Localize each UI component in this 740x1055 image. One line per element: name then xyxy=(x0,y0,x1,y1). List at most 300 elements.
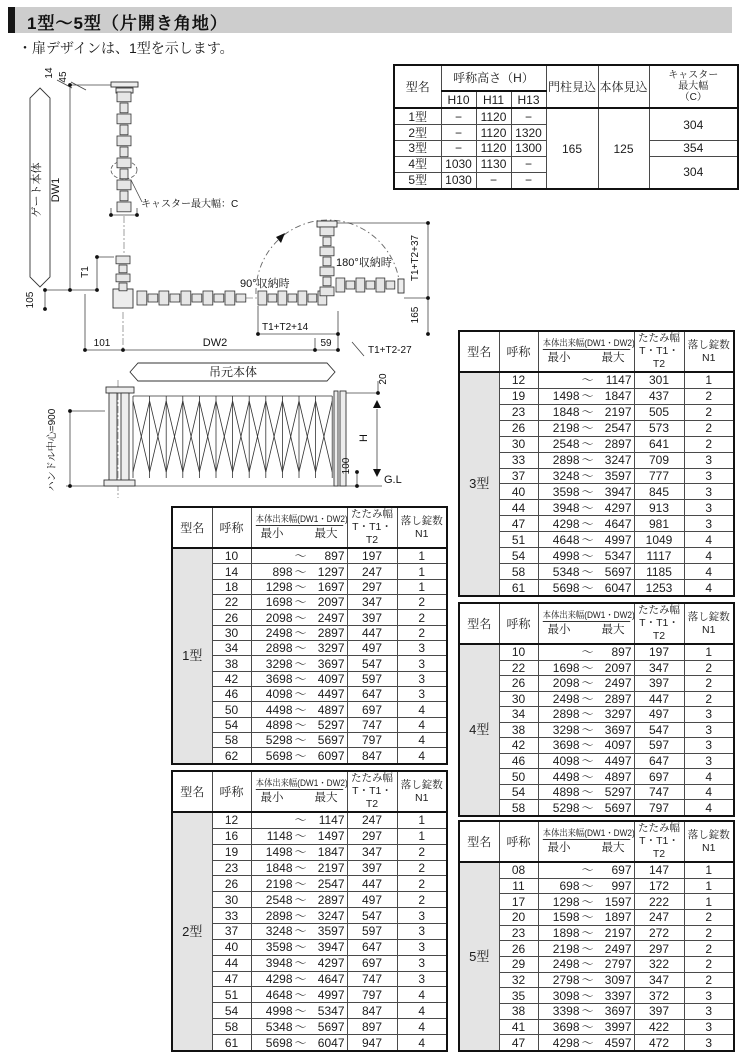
size-cell: 51 xyxy=(212,987,251,1003)
table-row xyxy=(172,564,447,579)
col-model: 型名 xyxy=(172,507,212,548)
locks-cell: 4 xyxy=(684,532,734,548)
size-cell: 26 xyxy=(499,420,538,436)
locks-cell: 3 xyxy=(684,722,734,738)
fold-cell: 747 xyxy=(634,784,684,800)
width-cell: 2898 ～ 3297 xyxy=(538,707,634,723)
width-cell: 1848 ～ 2197 xyxy=(251,860,347,876)
size-cell: 44 xyxy=(212,955,251,971)
size-cell: 10 xyxy=(499,644,538,660)
locks-cell: 3 xyxy=(397,924,447,940)
cell: − xyxy=(476,172,511,189)
locks-cell: 1 xyxy=(397,548,447,564)
fold-cell: 497 xyxy=(634,707,684,723)
width-cell: 2198 ～ 2497 xyxy=(538,941,634,957)
table-row xyxy=(172,908,447,924)
fold-cell: 297 xyxy=(347,828,397,844)
fold-cell: 647 xyxy=(634,753,684,769)
label-dim-101: 101 xyxy=(93,338,111,349)
locks-cell: 3 xyxy=(684,1019,734,1035)
table-row xyxy=(459,894,734,910)
centerlines xyxy=(118,216,260,498)
fold-cell: 297 xyxy=(634,941,684,957)
table-row xyxy=(459,468,734,484)
locks-cell: 2 xyxy=(684,956,734,972)
col-fold: たたみ幅 T・T1・T2 xyxy=(634,821,684,862)
size-cell: 37 xyxy=(212,924,251,940)
fold-cell: 347 xyxy=(347,595,397,610)
width-cell: 4098 ～ 4497 xyxy=(251,687,347,702)
fold-cell: 777 xyxy=(634,468,684,484)
fold-cell: 547 xyxy=(347,908,397,924)
col-size: 呼称 xyxy=(212,507,251,548)
locks-cell: 1 xyxy=(397,812,447,828)
table-row xyxy=(172,548,447,564)
size-cell: 46 xyxy=(499,753,538,769)
locks-cell: 4 xyxy=(397,702,447,717)
col-fold: たたみ幅 T・T1・T2 xyxy=(634,603,684,644)
spec-table-1gata xyxy=(171,506,448,765)
locks-cell: 1 xyxy=(397,579,447,594)
width-cell: 1698 ～ 2097 xyxy=(538,660,634,676)
width-cell: 2548 ～ 2897 xyxy=(538,436,634,452)
page-title: 1型～5型（片開き角地） xyxy=(27,14,228,33)
label-gate-body: ゲート本体 xyxy=(31,162,43,218)
locks-cell: 2 xyxy=(397,844,447,860)
spec-table-2gata-wrap xyxy=(171,770,448,1052)
label-dim-14: 14 xyxy=(44,67,55,79)
table-row xyxy=(172,1019,447,1035)
locks-cell: 4 xyxy=(397,748,447,764)
fold-cell: 947 xyxy=(347,1035,397,1051)
size-cell: 58 xyxy=(212,1019,251,1035)
model-cell: 2型 xyxy=(172,812,212,1051)
fold-cell: 422 xyxy=(634,1019,684,1035)
table-row xyxy=(172,717,447,732)
locks-cell: 2 xyxy=(397,876,447,892)
size-cell: 12 xyxy=(499,372,538,388)
fold-cell: 797 xyxy=(347,987,397,1003)
locks-cell: 1 xyxy=(684,894,734,910)
col-model: 型名 xyxy=(459,821,499,862)
col-size: 呼称 xyxy=(499,603,538,644)
size-cell: 34 xyxy=(212,641,251,656)
fold-cell: 447 xyxy=(347,876,397,892)
size-cell: 54 xyxy=(212,1003,251,1019)
size-cell: 30 xyxy=(212,892,251,908)
locks-cell: 3 xyxy=(397,671,447,686)
size-cell: 34 xyxy=(499,707,538,723)
size-cell: 17 xyxy=(499,894,538,910)
size-cell: 54 xyxy=(212,717,251,732)
fold-cell: 497 xyxy=(347,892,397,908)
fold-cell: 347 xyxy=(634,660,684,676)
size-cell: 29 xyxy=(499,956,538,972)
table-row xyxy=(172,828,447,844)
table-row xyxy=(459,644,734,660)
height-table xyxy=(393,64,739,190)
width-cell: 3298 ～ 3697 xyxy=(251,656,347,671)
fold-cell: 697 xyxy=(347,955,397,971)
table-row xyxy=(459,925,734,941)
locks-cell: 4 xyxy=(684,784,734,800)
width-cell: 2498 ～ 2897 xyxy=(538,691,634,707)
col-locks: 落し錠数 N1 xyxy=(397,771,447,812)
size-cell: 58 xyxy=(499,564,538,580)
size-cell: 50 xyxy=(499,769,538,785)
cell-body: 125 xyxy=(598,108,649,189)
size-cell: 40 xyxy=(212,939,251,955)
size-cell: 18 xyxy=(212,579,251,594)
table-row xyxy=(172,987,447,1003)
size-cell: 58 xyxy=(499,800,538,816)
locks-cell: 3 xyxy=(397,955,447,971)
accordion-chain-vertical xyxy=(117,92,131,212)
width-cell: 5298 ～ 5697 xyxy=(538,800,634,816)
locks-cell: 2 xyxy=(684,436,734,452)
size-cell: 33 xyxy=(499,452,538,468)
label-gl: G.L xyxy=(384,474,402,486)
spec-table-4gata-wrap xyxy=(458,602,735,817)
fold-cell: 847 xyxy=(347,748,397,764)
locks-cell: 2 xyxy=(397,892,447,908)
col-model: 型名 xyxy=(394,65,441,108)
size-cell: 44 xyxy=(499,500,538,516)
size-cell: 38 xyxy=(212,656,251,671)
col-locks: 落し錠数 N1 xyxy=(684,331,734,372)
col-width: 本体出来幅(DW1・DW2) 最小 最大 xyxy=(251,507,347,548)
width-cell: 3248 ～ 3597 xyxy=(538,468,634,484)
locks-cell: 3 xyxy=(684,468,734,484)
locks-cell: 1 xyxy=(397,828,447,844)
size-cell: 41 xyxy=(499,1019,538,1035)
width-cell: 4648 ～ 4997 xyxy=(251,987,347,1003)
size-cell: 54 xyxy=(499,784,538,800)
col-size: 呼称 xyxy=(212,771,251,812)
height-table-wrap xyxy=(393,64,737,190)
width-cell: 1298 ～ 1597 xyxy=(538,894,634,910)
col-pillar: 門柱見込 xyxy=(546,65,598,108)
table-row xyxy=(459,800,734,816)
width-cell: 2498 ～ 2797 xyxy=(538,956,634,972)
table-row xyxy=(459,722,734,738)
table-row xyxy=(459,516,734,532)
locks-cell: 4 xyxy=(397,733,447,748)
col-model: 型名 xyxy=(459,603,499,644)
cell: − xyxy=(441,125,476,141)
fold-cell: 497 xyxy=(347,641,397,656)
label-t1-t2-27: T1+T2-27 xyxy=(368,345,412,356)
table-row xyxy=(172,641,447,656)
table-row xyxy=(459,1003,734,1019)
locks-cell: 3 xyxy=(684,738,734,754)
cell: 1030 xyxy=(441,156,476,172)
locks-cell: 1 xyxy=(684,862,734,878)
label-t1-t2-37: T1+T2+37 xyxy=(410,234,421,282)
table-row xyxy=(459,404,734,420)
col-model: 型名 xyxy=(459,331,499,372)
locks-cell: 3 xyxy=(684,452,734,468)
label-dim-45: 45 xyxy=(58,71,69,83)
model-cell: 5型 xyxy=(459,862,499,1051)
width-cell: 2098 ～ 2497 xyxy=(538,676,634,692)
col-h13: H13 xyxy=(511,91,546,108)
col-model: 型名 xyxy=(172,771,212,812)
cell-pillar: 165 xyxy=(546,108,598,189)
table-row xyxy=(172,702,447,717)
size-cell: 22 xyxy=(212,595,251,610)
fold-cell: 747 xyxy=(347,971,397,987)
width-cell: 5698 ～ 6047 xyxy=(538,580,634,596)
col-h10: H10 xyxy=(441,91,476,108)
width-cell: 1498 ～ 1847 xyxy=(538,388,634,404)
locks-cell: 3 xyxy=(397,641,447,656)
width-cell: 3398 ～ 3697 xyxy=(538,1003,634,1019)
col-body: 本体見込 xyxy=(598,65,649,108)
width-cell: 5348 ～ 5697 xyxy=(538,564,634,580)
size-cell: 33 xyxy=(212,908,251,924)
size-cell: 14 xyxy=(212,564,251,579)
table-row xyxy=(459,676,734,692)
fold-cell: 697 xyxy=(634,769,684,785)
width-cell: 3248 ～ 3597 xyxy=(251,924,347,940)
label-handle-center: ハンドル中心=900 xyxy=(47,408,58,492)
size-cell: 10 xyxy=(212,548,251,564)
size-cell: 19 xyxy=(212,844,251,860)
size-cell: 16 xyxy=(212,828,251,844)
size-cell: 23 xyxy=(212,860,251,876)
locks-cell: 3 xyxy=(684,484,734,500)
spec-table-3gata-wrap xyxy=(458,330,735,597)
spec-table-2gata xyxy=(171,770,448,1052)
width-cell: 1148 ～ 1497 xyxy=(251,828,347,844)
cell: 1030 xyxy=(441,172,476,189)
width-cell: 3598 ～ 3947 xyxy=(251,939,347,955)
label-dim-165: 165 xyxy=(410,306,421,324)
width-cell: 4298 ～ 4647 xyxy=(538,516,634,532)
width-cell: 5698 ～ 6047 xyxy=(251,1035,347,1051)
locks-cell: 4 xyxy=(684,564,734,580)
width-cell: 5298 ～ 5697 xyxy=(251,733,347,748)
locks-cell: 1 xyxy=(684,372,734,388)
cell-caster: 304 xyxy=(649,108,738,141)
width-cell: 898 ～ 1297 xyxy=(251,564,347,579)
width-cell: 2898 ～ 3247 xyxy=(251,908,347,924)
locks-cell: 2 xyxy=(397,860,447,876)
table-row xyxy=(459,500,734,516)
fold-cell: 247 xyxy=(634,909,684,925)
width-cell: 2798 ～ 3097 xyxy=(538,972,634,988)
label-dim-100: 100 xyxy=(341,457,352,475)
col-width: 本体出来幅(DW1・DW2) 最小 最大 xyxy=(538,603,634,644)
size-cell: 38 xyxy=(499,722,538,738)
fold-cell: 709 xyxy=(634,452,684,468)
width-cell: ～ 1147 xyxy=(538,372,634,388)
fold-cell: 222 xyxy=(634,894,684,910)
width-cell: 3698 ～ 3997 xyxy=(538,1019,634,1035)
size-cell: 37 xyxy=(499,468,538,484)
table-row xyxy=(172,687,447,702)
locks-cell: 2 xyxy=(684,660,734,676)
col-fold: たたみ幅 T・T1・T2 xyxy=(347,771,397,812)
table-row xyxy=(459,564,734,580)
locks-cell: 4 xyxy=(397,987,447,1003)
accordion-chain-corner xyxy=(116,256,130,291)
fold-cell: 147 xyxy=(634,862,684,878)
title-accent-bar xyxy=(8,7,15,33)
cell: 1320 xyxy=(511,125,546,141)
locks-cell: 2 xyxy=(684,691,734,707)
label-caster-note: キャスター最大幅：C xyxy=(141,199,239,210)
width-cell: ～ 897 xyxy=(251,548,347,564)
width-cell: ～ 897 xyxy=(538,644,634,660)
width-cell: 3948 ～ 4297 xyxy=(538,500,634,516)
spec-table-3gata xyxy=(458,330,735,597)
fold-cell: 1117 xyxy=(634,548,684,564)
width-cell: 4998 ～ 5347 xyxy=(251,1003,347,1019)
width-cell: 2198 ～ 2547 xyxy=(251,876,347,892)
cell: − xyxy=(511,156,546,172)
fold-cell: 247 xyxy=(347,812,397,828)
width-cell: 4498 ～ 4897 xyxy=(538,769,634,785)
width-cell: 4648 ～ 4997 xyxy=(538,532,634,548)
spec-table-4gata xyxy=(458,602,735,817)
locks-cell: 3 xyxy=(397,971,447,987)
size-cell: 26 xyxy=(499,676,538,692)
width-cell: 4898 ～ 5297 xyxy=(538,784,634,800)
size-cell: 26 xyxy=(212,876,251,892)
spec-table-5gata xyxy=(458,820,735,1052)
size-cell: 35 xyxy=(499,988,538,1004)
cell: 4型 xyxy=(394,156,441,172)
size-cell: 08 xyxy=(499,862,538,878)
width-cell: 3098 ～ 3397 xyxy=(538,988,634,1004)
fold-cell: 397 xyxy=(634,1003,684,1019)
size-cell: 50 xyxy=(212,702,251,717)
cell: − xyxy=(511,108,546,125)
cell-caster: 304 xyxy=(649,156,738,189)
fold-cell: 397 xyxy=(347,610,397,625)
cell-caster: 354 xyxy=(649,141,738,157)
fold-cell: 247 xyxy=(347,564,397,579)
accordion-chain-horizontal xyxy=(137,291,246,305)
table-row xyxy=(459,660,734,676)
size-cell: 42 xyxy=(499,738,538,754)
fold-cell: 547 xyxy=(634,722,684,738)
cell: 1型 xyxy=(394,108,441,125)
fold-cell: 347 xyxy=(634,972,684,988)
table-row xyxy=(459,532,734,548)
fold-cell: 447 xyxy=(347,625,397,640)
width-cell: 1498 ～ 1847 xyxy=(251,844,347,860)
width-cell: 2898 ～ 3297 xyxy=(251,641,347,656)
locks-cell: 4 xyxy=(684,800,734,816)
cell: 1300 xyxy=(511,141,546,157)
size-cell: 47 xyxy=(499,1035,538,1051)
col-fold: たたみ幅 T・T1・T2 xyxy=(634,331,684,372)
locks-cell: 3 xyxy=(397,656,447,671)
size-cell: 23 xyxy=(499,925,538,941)
model-cell: 4型 xyxy=(459,644,499,816)
width-cell: 4998 ～ 5347 xyxy=(538,548,634,564)
model-cell: 3型 xyxy=(459,372,499,596)
table-row xyxy=(459,956,734,972)
width-cell: 3698 ～ 4097 xyxy=(538,738,634,754)
fold-cell: 172 xyxy=(634,878,684,894)
table-row xyxy=(459,988,734,1004)
locks-cell: 3 xyxy=(684,753,734,769)
table-row xyxy=(172,844,447,860)
width-cell: 2498 ～ 2897 xyxy=(251,625,347,640)
locks-cell: 3 xyxy=(397,939,447,955)
table-row xyxy=(459,420,734,436)
locks-cell: 1 xyxy=(397,564,447,579)
table-row xyxy=(172,924,447,940)
size-cell: 40 xyxy=(499,484,538,500)
size-cell: 47 xyxy=(499,516,538,532)
spec-table-1gata-wrap xyxy=(171,506,448,765)
col-locks: 落し錠数 N1 xyxy=(684,603,734,644)
fold-cell: 372 xyxy=(634,988,684,1004)
locks-cell: 2 xyxy=(397,610,447,625)
table-row xyxy=(172,1003,447,1019)
cell: − xyxy=(441,108,476,125)
table-row xyxy=(172,748,447,764)
size-cell: 26 xyxy=(499,941,538,957)
fold-cell: 981 xyxy=(634,516,684,532)
col-size: 呼称 xyxy=(499,821,538,862)
table-row xyxy=(172,892,447,908)
width-cell: 4898 ～ 5297 xyxy=(251,717,347,732)
table-row xyxy=(459,862,734,878)
table-row xyxy=(459,941,734,957)
cell: − xyxy=(511,172,546,189)
width-cell: ～ 1147 xyxy=(251,812,347,828)
width-cell: 4098 ～ 4497 xyxy=(538,753,634,769)
fold-cell: 301 xyxy=(634,372,684,388)
locks-cell: 1 xyxy=(684,644,734,660)
table-row xyxy=(172,939,447,955)
size-cell: 51 xyxy=(499,532,538,548)
locks-cell: 3 xyxy=(684,707,734,723)
width-cell: 3598 ～ 3947 xyxy=(538,484,634,500)
width-cell: 4298 ～ 4647 xyxy=(251,971,347,987)
size-cell: 23 xyxy=(499,404,538,420)
cell: 3型 xyxy=(394,141,441,157)
table-row xyxy=(459,738,734,754)
table-row xyxy=(459,753,734,769)
size-cell: 42 xyxy=(212,671,251,686)
fold-cell: 397 xyxy=(634,676,684,692)
label-dw1: DW1 xyxy=(50,177,62,203)
fold-cell: 897 xyxy=(347,1019,397,1035)
table-row xyxy=(172,955,447,971)
col-size: 呼称 xyxy=(499,331,538,372)
size-cell: 62 xyxy=(212,748,251,764)
fold-cell: 272 xyxy=(634,925,684,941)
fold-cell: 397 xyxy=(347,860,397,876)
table-row xyxy=(459,580,734,596)
col-width: 本体出来幅(DW1・DW2) 最小 最大 xyxy=(251,771,347,812)
fold-cell: 505 xyxy=(634,404,684,420)
locks-cell: 4 xyxy=(684,769,734,785)
fold-cell: 845 xyxy=(634,484,684,500)
col-height: 呼称高さ（H） xyxy=(441,65,546,91)
size-cell: 22 xyxy=(499,660,538,676)
table-row xyxy=(459,372,734,388)
table-row xyxy=(172,733,447,748)
fold-cell: 597 xyxy=(634,738,684,754)
